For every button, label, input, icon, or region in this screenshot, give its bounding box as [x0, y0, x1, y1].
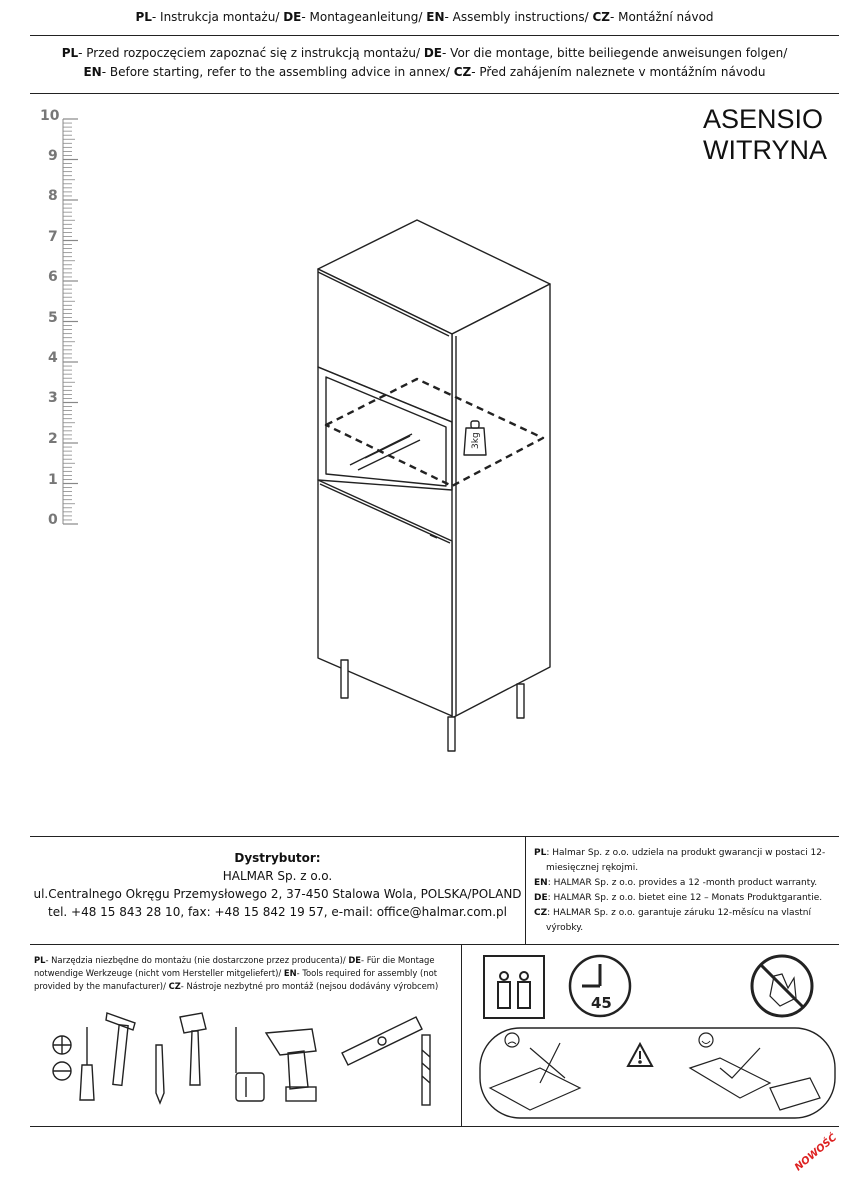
lang-code: PL — [534, 848, 547, 858]
ruler-label: 5 — [48, 310, 58, 326]
ruler-label: 10 — [40, 108, 60, 124]
ruler-label: 4 — [48, 350, 58, 366]
lang-code: EN — [83, 65, 102, 79]
header-text: - Assembly instructions/ — [444, 10, 593, 24]
header-instructions — [0, 44, 849, 82]
warranty-text: : Halmar Sp. z o.o. udziela na produkt gwarancji w postaci 12-miesięcznej rękojmi. — [546, 848, 826, 873]
warranty-text: : HALMAR Sp. z o.o. garantuje záruku 12-měsícu na vlastní výrobky. — [546, 908, 811, 933]
lang-code: CZ — [534, 908, 548, 918]
distributor-contact: tel. +48 15 843 28 10, fax: +48 15 842 19 57, e-mail: office@halmar.com.pl — [47, 905, 508, 919]
distributor-address: ul.Centralnego Okręgu Przemysłowego 2, 37-450 Stalowa Wola, POLSKA/POLAND — [33, 887, 522, 901]
ruler-label: 2 — [48, 431, 58, 447]
tools-text: - Tools required for assembly (not provided by the manufacturer)/ — [34, 968, 437, 991]
divider — [30, 1126, 839, 1127]
two-people-icon — [484, 956, 544, 1018]
lang-code: DE — [283, 10, 302, 24]
lang-code: PL — [61, 46, 79, 60]
minus-screwdriver-icon — [53, 1062, 71, 1080]
product-title — [703, 104, 827, 166]
ruler-label: 6 — [48, 269, 58, 285]
divider — [30, 35, 839, 36]
sad-face-icon — [505, 1033, 519, 1047]
header-text: - Przed rozpoczęciem zapoznać się z instrukcją montażu/ — [78, 46, 424, 60]
time-minutes: 45 — [591, 994, 612, 1012]
divider — [525, 836, 526, 944]
hammer-icon — [106, 1013, 135, 1085]
warning-icon — [628, 1044, 652, 1066]
divider — [30, 836, 839, 837]
header-text: - Instrukcja montażu/ — [151, 10, 284, 24]
no-children-icon — [752, 956, 812, 1016]
header-text: - Před zahájením naleznete v montážním návodu — [471, 65, 766, 79]
tools-description — [34, 954, 454, 993]
ruler-label: 0 — [48, 512, 58, 528]
header-text: - Montážní návod — [609, 10, 714, 24]
tools-text: - Narzędzia niezbędne do montażu (nie dostarczone przez producenta)/ — [45, 955, 349, 965]
lang-code: DE — [423, 46, 443, 60]
lang-code: CZ — [168, 981, 181, 991]
product-name: ASENSIO — [702, 104, 824, 134]
divider — [30, 93, 839, 94]
divider — [30, 944, 839, 945]
header-text: - Before starting, refer to the assembling advice in annex/ — [101, 65, 454, 79]
tools-illustration — [40, 1005, 460, 1120]
drill-icon — [266, 1029, 316, 1101]
ruler-label: 7 — [48, 229, 58, 245]
divider — [461, 944, 462, 1127]
lang-code: EN — [534, 878, 548, 888]
plus-screwdriver-icon — [53, 1036, 71, 1054]
screwdriver-icon — [80, 1027, 94, 1100]
cabinet-illustration — [300, 210, 560, 760]
ruler-label: 3 — [48, 390, 58, 406]
ruler-label: 8 — [48, 188, 58, 204]
happy-face-icon — [699, 1033, 713, 1047]
mallet-icon — [180, 1013, 206, 1085]
lang-code: DE — [348, 955, 362, 965]
lang-code: PL — [34, 955, 46, 965]
warranty-text: : HALMAR Sp. z o.o. bietet eine 12 – Monats Produktgarantie. — [547, 893, 823, 903]
lang-code: EN — [426, 10, 445, 24]
header-title-line — [0, 10, 849, 24]
distributor-name: HALMAR Sp. z o.o. — [222, 869, 333, 883]
warranty-text: : HALMAR Sp. z o.o. provides a 12 -month product warranty. — [547, 878, 818, 888]
safety-icons — [470, 948, 845, 1128]
pencil-icon — [156, 1045, 164, 1103]
ruler-label: 1 — [48, 472, 58, 488]
drill-bit-icon — [422, 1035, 430, 1105]
warranty-block — [534, 846, 839, 936]
header-text: - Vor die montage, bitte beiliegende anweisungen folgen/ — [442, 46, 788, 60]
header-text: - Montageanleitung/ — [301, 10, 427, 24]
tools-text: - Nástroje nezbytné pro montáž (nejsou dodávány výrobcem) — [180, 981, 439, 991]
ruler-label: 9 — [48, 148, 58, 164]
distributor-block — [30, 849, 525, 921]
lang-code: PL — [135, 10, 152, 24]
weight-label: 3kg — [471, 432, 481, 449]
lang-code: CZ — [453, 65, 472, 79]
ruler — [30, 100, 90, 530]
new-badge: NOWOŚĆ — [793, 1132, 840, 1174]
tools-text: - Für die Montage notwendige Werkzeuge (nicht vom Hersteller mitgeliefert)/ — [34, 955, 435, 978]
product-type: WITRYNA — [702, 135, 827, 165]
distributor-heading: Dystrybutor: — [234, 851, 321, 865]
lang-code: EN — [283, 968, 297, 978]
lang-code: CZ — [592, 10, 610, 24]
level-icon — [342, 1017, 422, 1065]
lang-code: DE — [534, 893, 548, 903]
tape-measure-icon — [236, 1027, 264, 1101]
